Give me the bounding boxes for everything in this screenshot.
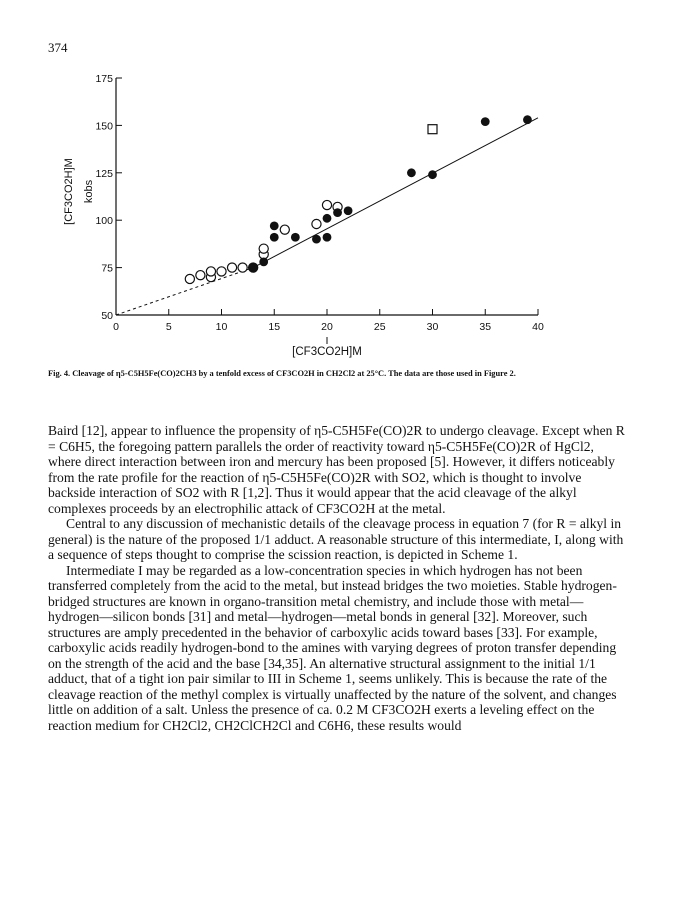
x-tick-label: 15 <box>268 321 281 333</box>
y-tick-label: 100 <box>95 215 113 228</box>
open-circle-point <box>206 267 215 276</box>
y-tick-label: 175 <box>95 73 113 85</box>
body-text <box>48 423 630 733</box>
extrapolation-dashed-line <box>116 268 253 315</box>
y-axis-label-outer: [CF3CO2H]M <box>63 158 75 225</box>
chart-axes <box>95 73 544 333</box>
filled-circle-point <box>323 233 332 242</box>
x-tick-label: 40 <box>532 321 544 333</box>
filled-circle-point <box>291 233 300 242</box>
paragraph-2: Central to any discussion of mechanistic details of the cleavage process in equation 7 (for R = alkyl in general) is the nature of the proposed 1/1 adduct. A reasonable structure of this intermediate, I, along with a sequence of steps thought to comprise the scission reaction, is depicted in Scheme 1. <box>48 516 624 562</box>
y-tick-label: 75 <box>101 262 113 275</box>
page-number: 374 <box>48 40 68 55</box>
x-tick-label: 10 <box>215 321 228 333</box>
x-tick-label: 20 <box>321 321 333 333</box>
y-tick-label: 125 <box>95 167 113 180</box>
caption-label: Fig. 4. <box>48 369 71 378</box>
filled-circle-point <box>333 208 342 217</box>
open-square-point <box>428 125 437 134</box>
axis-labels <box>63 158 362 358</box>
scatter-figure <box>0 0 680 370</box>
filled-circle-point <box>407 168 416 177</box>
x-tick-label: 5 <box>165 321 172 333</box>
x-tick-label: 30 <box>426 321 439 333</box>
y-tick-label: 150 <box>95 120 113 133</box>
filled-circle-point <box>523 115 532 124</box>
filled-circle-point <box>249 263 258 272</box>
open-circle-point <box>196 271 205 280</box>
filled-circle-point <box>323 214 332 223</box>
open-circle-point <box>227 263 236 272</box>
x-tick-label: 0 <box>113 321 119 333</box>
paragraph-3: Intermediate I may be regarded as a low-concentration species in which hydrogen has not been transferred completely from the acid to the metal, but instead bridges the two moieties. Stable hydrogen-bridged structures are known in organo-transition metal chemistry, and include those with metal—hydrogen—silicon bonds [31] and metal—hydrogen—metal bonds in general [32]. Moreover, such structures are amply precedented in the behavior of carboxylic acids toward bases [33]. For example, carboxylic acids readily hydrogen-bond to the amines with varying degrees of proton transfer depending on the strength of the acid and the base [34,35]. An alternative structural assignment to the initial 1/1 adduct, that of a tight ion pair similar to III in Scheme 1, seems unlikely. This is because the rate of the cleavage reaction of the methyl complex is virtually unaffected by the nature of the solvent, and changes little on addition of a salt. Unless the presence of ca. 0.2 M CF3CO2H exerts a leveling effect on the reaction medium for CH2Cl2, CH2ClCH2Cl and C6H6, these results would <box>48 562 617 733</box>
figure-caption <box>48 368 638 380</box>
y-tick-label: 50 <box>101 310 113 322</box>
filled-circle-point <box>270 233 279 242</box>
open-circle-point <box>322 200 331 209</box>
open-circle-point <box>238 263 247 272</box>
open-circle-point <box>217 267 226 276</box>
x-axis-label: [CF3CO2H]M <box>292 346 362 358</box>
filled-circle-point <box>428 170 437 179</box>
open-circle-point <box>185 274 194 283</box>
fit-line <box>253 118 538 268</box>
filled-circle-point <box>259 258 268 267</box>
open-circle-point <box>312 219 321 228</box>
x-tick-label: 25 <box>373 321 386 333</box>
filled-circle-point <box>481 117 490 126</box>
data-points <box>185 115 532 283</box>
filled-circle-point <box>312 235 321 244</box>
open-circle-point <box>259 244 268 253</box>
open-circle-point <box>280 225 289 234</box>
paragraph-1: Baird [12], appear to influence the propensity of η5-C5H5Fe(CO)2R to undergo cleavage. Except when R = C6H5, the foregoing pattern parallels the order of reactivity toward η5-C5H5Fe(CO)2R of HgCl2, where direct interaction between iron and mercury has been proposed [5]. However, it differs noticeably from the rate profile for the reaction of η5-C5H5Fe(CO)2R with SO2, which is thought to involve backside interaction of SO2 with R [1,2]. Thus it would appear that the acid cleavage of the alkyl complexes proceeds by an electrophilic attack of CF3CO2H at the metal. <box>48 423 625 516</box>
filled-circle-point <box>270 221 279 230</box>
x-tick-label: 35 <box>479 321 492 333</box>
caption-text: Cleavage of η5-C5H5Fe(CO)2CH3 by a tenfold excess of CF3CO2H in CH2Cl2 at 25°C. The data are those used in Figure 2. <box>72 369 516 378</box>
filled-circle-point <box>344 206 353 215</box>
y-axis-label-inner: kobs <box>83 179 95 204</box>
